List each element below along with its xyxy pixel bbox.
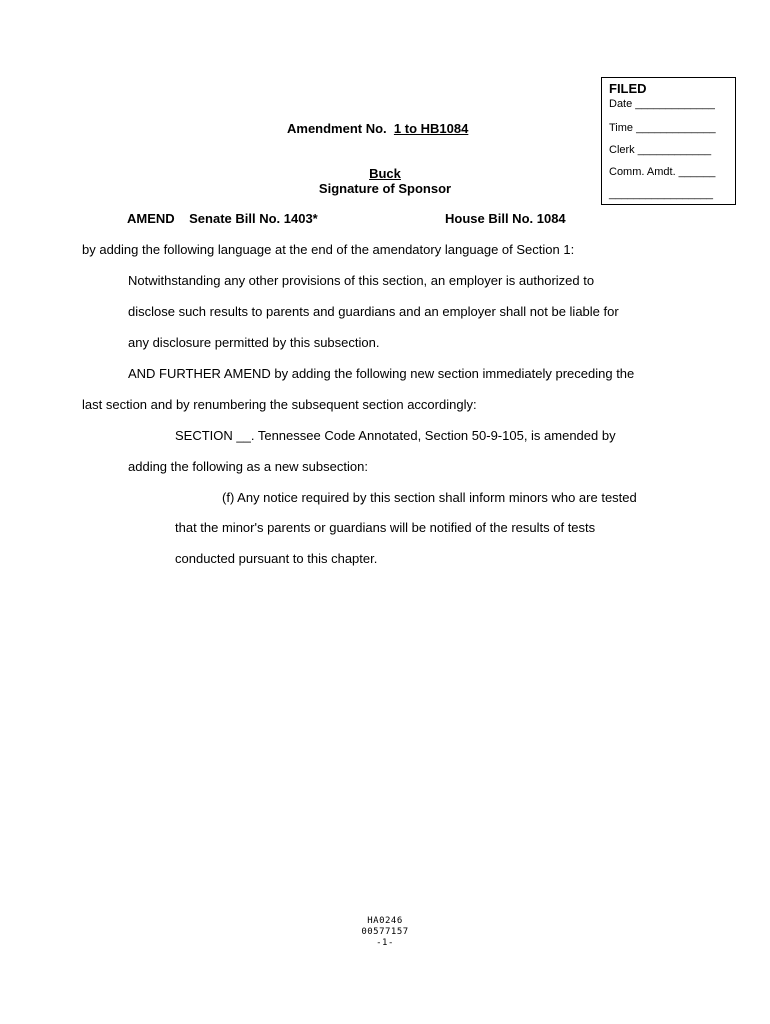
page-footer: [330, 916, 440, 949]
body-line-4: any disclosure permitted by this subsection.: [128, 335, 380, 350]
filed-stamp-box: [601, 77, 736, 205]
amend-label: AMEND: [127, 211, 175, 226]
footer-code-2: 00577157: [361, 927, 409, 937]
sponsor-name: Buck: [369, 166, 401, 181]
house-bill: House Bill No. 1084: [445, 211, 566, 226]
filed-date: Date _____________: [609, 98, 715, 110]
body-line-3: disclose such results to parents and guardians and an employer shall not be liable for: [128, 304, 619, 319]
senate-bill: Senate Bill No. 1403*: [189, 211, 318, 226]
sponsor-caption: Signature of Sponsor: [318, 181, 452, 196]
amend-bill-line: [127, 211, 318, 226]
body-line-2: Notwithstanding any other provisions of this section, an employer is authorized to: [128, 273, 595, 288]
footer-code-1: HA0246: [367, 916, 403, 926]
body-line-8: adding the following as a new subsection:: [128, 459, 368, 474]
body-line-11: conducted pursuant to this chapter.: [175, 551, 378, 566]
amendment-label: Amendment No.: [287, 121, 387, 136]
page-number: -1-: [376, 938, 394, 948]
body-line-9: (f) Any notice required by this section shall inform minors who are tested: [222, 490, 637, 505]
filed-comm-amdt: Comm. Amdt. ______: [609, 166, 716, 178]
filed-time: Time _____________: [609, 122, 716, 134]
body-line-6: last section and by renumbering the subsequent section accordingly:: [82, 397, 477, 412]
filed-blank-line: _________________: [609, 188, 714, 200]
body-line-7: SECTION __. Tennessee Code Annotated, Section 50-9-105, is amended by: [175, 428, 616, 443]
sponsor-block: [300, 166, 470, 196]
amendment-number: 1 to HB1084: [393, 121, 469, 136]
body-line-10: that the minor's parents or guardians will be notified of the results of tests: [175, 520, 596, 535]
filed-title: FILED: [609, 81, 647, 96]
amendment-title: [287, 121, 468, 136]
filed-clerk: Clerk ____________: [609, 144, 712, 156]
body-line-5: AND FURTHER AMEND by adding the following new section immediately preceding the: [128, 366, 635, 381]
body-line-1: by adding the following language at the end of the amendatory language of Section 1:: [82, 242, 575, 257]
